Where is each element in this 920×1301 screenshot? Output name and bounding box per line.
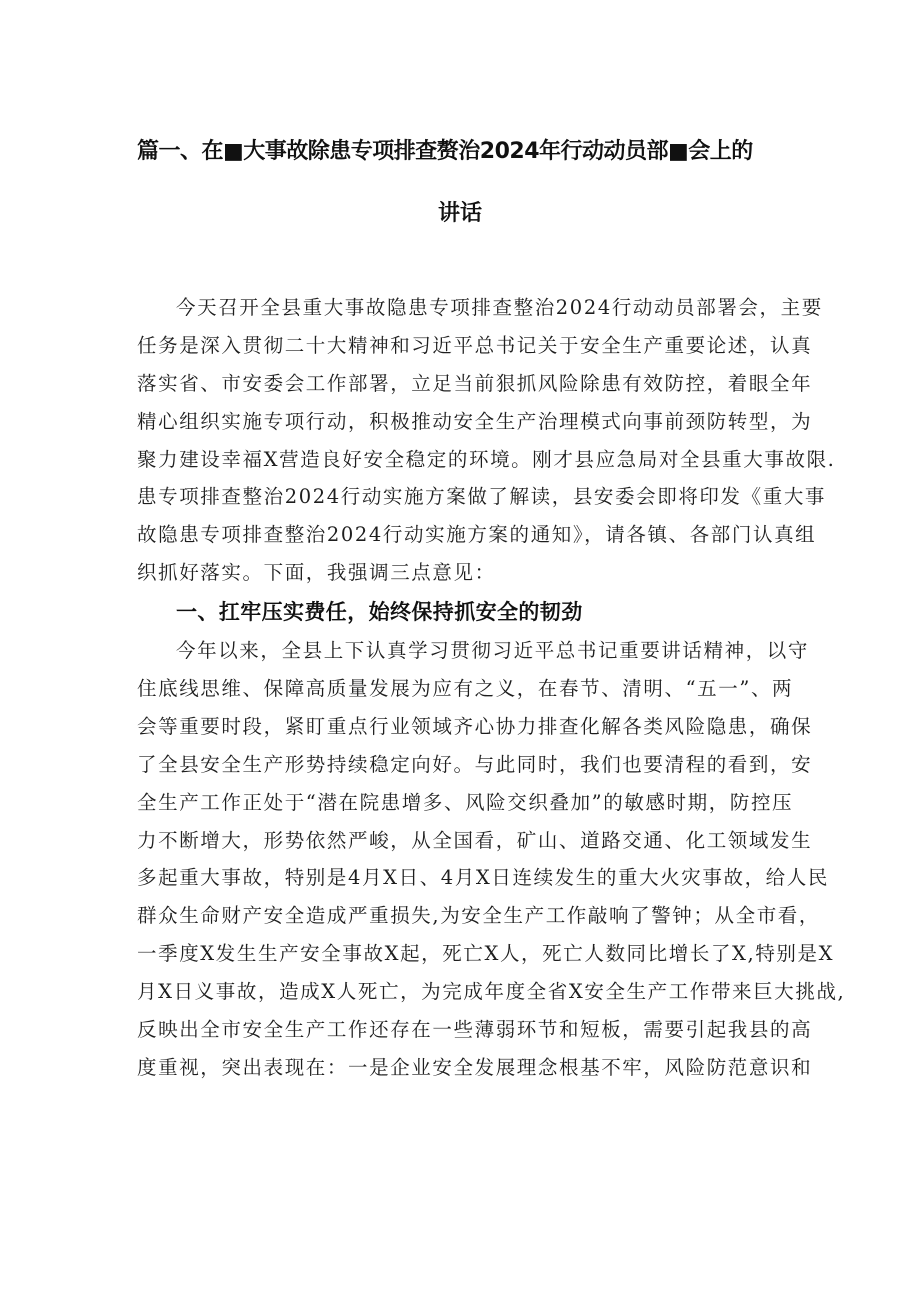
section-heading: 一、扛牢压实费任，始终保持抓安全的韧劲 <box>176 600 583 625</box>
paragraph-line: 度重视，突出表现在：一是企业安全发展理念根基不牢，风险防范意识和 <box>137 1055 813 1079</box>
paragraph-line: 月X日义事故，造成X人死亡，为完成年度全省X安全生产工作带来巨大挑战, <box>137 980 846 1004</box>
paragraph-line: 了全县安全生产形势持续稳定向好。与此同时，我们也要清程的看到，安 <box>137 752 813 776</box>
paragraph-line: 患专项排查整治2024行动实施方案做了解读，县安委会即将印发《重大事 <box>137 485 827 509</box>
paragraph-line: 反映出全市安全生产工作还存在一些薄弱环节和短板，需要引起我县的高 <box>137 1018 813 1042</box>
paragraph-line: 力不断增大，形势依然严峻，从全国看，矿山、道路交通、化工领域发生 <box>137 828 813 852</box>
paragraph-line: 全生产工作正处于“潜在院患增多、风险交织叠加”的敏感时期，防控压 <box>137 790 794 814</box>
paragraph-line: 聚力建设幸福X营造良好安全稳定的环境。刚才县应急局对全县重大事故限. <box>137 447 836 471</box>
paragraph-line: 住底线思维、保障高质量发展为应有之义，在春节、清明、“五一”、两 <box>137 677 794 701</box>
paragraph-line: 今年以来，全县上下认真学习贯彻习近平总书记重要讲话精神，以守 <box>176 639 810 663</box>
paragraph-line: 会等重要时段，紧盯重点行业领域齐心协力排查化解各类风险隐患，确保 <box>137 714 813 738</box>
document-body <box>137 289 846 1087</box>
paragraph-line: 多起重大事故，特别是4月X日、4月X日连续发生的重大火灾事故，给人民 <box>137 866 829 890</box>
document-title-line-1: 篇一、在■大事故除患专项排查赘治2024年行动动员部■会上的 <box>137 139 753 164</box>
paragraph-line: 精心组织实施专项行动，积极推动安全生产治理模式向事前颈防转型，为 <box>137 409 813 433</box>
paragraph-line: 一季度X发生生产安全事故X起，死亡X人，死亡人数同比增长了X,特别是X <box>137 942 835 966</box>
paragraph-line: 织抓好落实。下面，我强调三点意见： <box>137 561 496 585</box>
paragraph-line: 故隐患专项排查整治2024行动实施方案的通知》，请各镇、各部门认真组 <box>137 523 817 547</box>
paragraph-line: 落实省、市安委会工作部署，立足当前狠抓风险除患有效防控，着眼全年 <box>137 371 813 395</box>
document-title-line-2: 讲话 <box>438 201 483 226</box>
paragraph-line: 今天召开全县重大事故隐患专项排查整治2024行动动员部署会，主要 <box>176 296 823 319</box>
paragraph-line: 群众生命财产安全造成严重损失,为安全生产工作敲响了警钟；从全市看， <box>137 904 820 928</box>
paragraph-line: 任务是深入贯彻二十大精神和习近平总书记关于安全生产重要论述，认真 <box>137 333 813 357</box>
